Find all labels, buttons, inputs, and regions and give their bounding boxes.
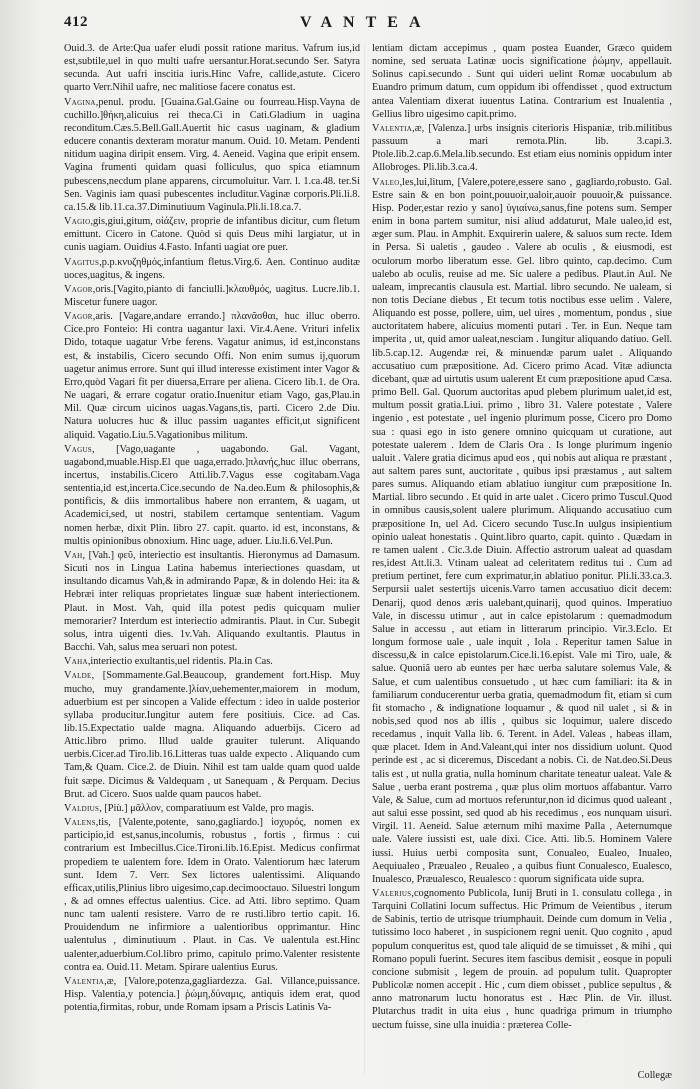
entry-text: ,p.p.κνυζηθμός,infantium fletus.Virg.6. Aen. Continuo auditæ uoces,uagitus, & ingens.: [64, 256, 360, 281]
entry-lemma: Vagina: [64, 96, 96, 108]
entry-text: , [Vah.] φεῦ, interiectio est insultantis. Hieronymus ad Damasum. Sicuti nos in Lingua Latina habemus interiectiones quasdam, ut insultando dicamus Vah,& in admirando Papæ, & in dolendo Hei: ita & Hebræi inter reliquas proprietates linguæ suæ habent interiectionem. Plaut. in Most. Vah, quid illa potest pedis quicquam mulier memorarier? Interdum est interiectio admirantis. Plaut. in Cur. Subegit solus, intra uigenti dies. 1v.Vah. Aliquando exultantis. Plautus in Bacchi. Vah, salus mea seruari non potest.: [64, 549, 360, 654]
entry-lemma: Vah: [64, 549, 83, 561]
entry-lemma: Vagitus: [64, 256, 100, 268]
entry-text: ,interiectio exultantis,uel ridentis. Pla.in Cas.: [87, 656, 273, 668]
dictionary-entry: [372, 887, 672, 1032]
entry-lemma: Valentia: [64, 975, 105, 987]
dictionary-entry: [64, 256, 360, 282]
dictionary-entry: [372, 122, 672, 175]
entry-lemma: Valeo: [372, 176, 400, 188]
entry-lemma: Vagus: [64, 443, 92, 455]
entry-lemma: Vaha: [64, 656, 88, 668]
entry-text: ,æ, [Valenza.] urbs insignis citerioris Hispaniæ, trib.militibus passuum a mari remota.Plin. lib. 3.capi.3. Ptole.lib.2.cap.6.Mela.lib.secundo. Est etiam eius nominis oppidum inter Allobroges. Pli.lib.3.ca.4.: [372, 122, 672, 174]
dictionary-entry: [64, 443, 360, 548]
catchword: Collegæ: [637, 1070, 672, 1081]
entry-text: ,aris. [Vagare,andare errando.] πλανᾶσθαι, huc illuc oberro. Cice.pro Fonteio: Hi contra uagantur laxi. Vir.4.Aene. Vrituri infelix Dido, totaque uagatur Vrbe ferens. Vagatur animus, id est,inconstans est, & instabilis, Cicero secundo Offi. Non enim sumus ij,quorum uagetur animus errore. Sunt qui illud interesse existiment inter Vagor & Erro,quòd Vagari fit per diuersa,Errare per aliena. Cicero lib.1. de Ora. Ne uagari, & errare cogatur oratio.Inuenitur etiam Vago, gas,Plau.in Mil. Quæ circum uicinos uagas.Vagans,tis, parti. Cicero 2.de Diu. Natura uolucres huc & illuc passim uagantes efficit,ut significent aliquid. Vagatio.Liu.5.Vagationibus militum.: [64, 311, 360, 441]
left-column: [64, 42, 360, 1082]
dictionary-entry: [64, 802, 360, 815]
entry-lemma: Valens: [64, 817, 96, 829]
dictionary-entry: [64, 549, 360, 654]
dictionary-entry: [64, 283, 360, 309]
entry-text: lentiam dictam accepimus , quam postea Euander, Græco quidem nomine, sed seruata Latinæ uocis significatione ῥώμην, appellauit. Solinus capi.secundo . Sunt qui uideri uelint Romæ uocabulum ab Euandro primum datum, cum oppidum ibi offendisset , quod extructum antea Valentiam dixerat iuuentus Latina. Contrarium est Inualentia , Gellius libro uigesimo capit.primo.: [372, 43, 672, 120]
entry-text: , [Vago,uagante , uagabondo. Gal. Vagant, uagabond,muable.Hisp.El que uaga,errado.]πλανής,huc illuc oberrans, incertus, instabilis.Cicero Atti.lib.7.Vagus esse cogitabam.Vaga sententia,id est,incerta.Cice.secundo de Na.deo.Eum & philosophis,& pontificis, & diis immortalibus habere non errantem, & uagam, ut Academici,sed, ut nostri, stabilem certamque sententiam. Vagum nomen herbæ, dixit Plin. libro 27. capit. quarto. id est, inconstans, & multis opinionibus obnoxium. Hinc uage, aduer. Liu.li.6.Vel.Pun.: [64, 443, 360, 547]
entry-lemma: Valerius: [372, 888, 412, 899]
entry-text: ,penul. produ. [Guaina.Gal.Gaine ou fourreau.Hisp.Vayna de cuchillo.]θήκη,alicuius rei theca.Ci in Cati.Gladium in uagina reconditum.Cæs.5.Bell.Gall.Auertit hic casus uaginam, & gladium educere conantis dexteram moratur manum. Ouid. 10. Metam. Pendenti nitidum uagina diripit ensem. Virg. 4. Aeneid. Vagina que eripit ensem. Vagina frumenti quidam quasi folliculus, quo spica etiamnum pubescens,necdum plane apparens, circumoluitur. Varr. l. 1.ca.48. ter.Si Sen. Vaginis iam quasi pubescentes includitur.Vaginæ corporis.Pli.li.8. ca.15.& lib.11.ca.37.Diminutiuum Vaginula.Pli.li.18.ca.7.: [64, 96, 360, 213]
dictionary-entry: [64, 975, 360, 1014]
running-head: [0, 14, 700, 36]
dictionary-entry: [64, 669, 360, 801]
entry-text: ,gis,giui,gitum, οἰάζειν, proprie de infantibus dicitur, cum fletum emittunt. Cicero in Catone. Quòd si quis Deus mihi largiatur, ut in cunis uagiam. Ouidius 4.Fasto. Infanti uagiat ore puer.: [64, 216, 360, 254]
dictionary-entry: [64, 96, 360, 214]
entry-text: , [Più.] μᾶλλον, comparatiuum est Valde, pro magis.: [99, 802, 314, 814]
dictionary-entry: [64, 310, 360, 442]
entry-text: Ouid.3. de Arte:Qua uafer eludi possit ratione maritus. Vafrum ius,id est,subtile,uel in quo multi uafre uersantur.Horat.secundo Ser. Satyra secunda. Aut uafri inscitia iuris.Hinc Vafre, callide,astute. Cicero quarto Verr.Nihil uafre, nec malitiose facere conatus est.: [64, 43, 360, 94]
entry-lemma: Valde: [64, 670, 92, 682]
dictionary-entry: [64, 215, 360, 254]
entry-lemma: Valdius: [64, 802, 100, 814]
dictionary-entry: [64, 816, 360, 974]
entry-text: ,tis, [Valente,potente, sano,gagliardo.] ἰσχυρός, nomen ex participio,id est,sanus,incolumis, robustus , fortis , firmus : cui contrarium est Imbecillus.Cice.Tironi.lib.16.Epist. Medicus confirmat propediem te ualentem fore. Idem in Orato. Valentiorum hæc laterum sunt. Idem 7. Verr. Sex lictores ualentissimi. Aliquando efficax,utilis,Plinius libro uigesimo,cap.decimooctauo. Siluestri longum , & ad omnes effectus ualentius. Cice. ad Atti. libro septimo. Quam nunc tam ualenti resistere. Varro de re rusti.libro tertio capit. 16. Prouidendum ne infirmiore a ualentioribus opprimantur. Hinc ualentulus , diminutiuum . Plaut. in Cas. Ve ualentula est.Hinc ualenter,aduerbium.Col.libro primo, capitulo primo.Valenter resistente contra ea. Ouid.11. Metam. Spirare ualentius Eurus.: [64, 817, 360, 973]
entry-text: , [Sommamente.Gal.Beaucoup, grandement fort.Hisp. Muy mucho, muy grandamente.]λίαν,uehementer,maiorem in modum, aduerbium est per sincopen a Valide effectum : ideo in ualde posterior syllaba producitur.Iungitur autem fere positiuis. Cice. ad Cas. lib.15.Expectatio ualde magna. Aliquando aduerbijs. Cicero ad Attic.libro primo. Illud ualde grauiter tulerunt. Aliquando uerbis.Cicer.ad Tiro.lib.16.Litteras tuas ualde expecto . Aliquando cum Tam,& Quam. Cice.2. de Diuin. Nihil est tam ualde quam quod ualde fuit sæpe. Dicimus & Valdequam , ut Sanequam , & Perquam. Decius Brut. ad Cicero. Suos ualde quam paucos habet.: [64, 670, 360, 800]
entry-lemma: Vagio: [64, 216, 91, 228]
right-column: [372, 42, 672, 1082]
entry-lemma: Vagor: [64, 311, 93, 323]
entry-text: ,les,lui,litum, [Valere,potere,essere sano , gagliardo,robusto. Gal. Estre sain & en bon point,pouuoir,ualoir,auoir pouuoir,& puissance. Hisp. Poder,estar rezio y sano] ὑγιαίνω,sanus,fine potens sum. Semper enim in bona partem sumitur, nisi aliud addaturut, Male ualeo,id est, æger sum. Plau. in Amphit. Exquirerin ualere, & saluos sum recte. Idem in Persa. Si ualetis , gaudeo . Valere ab oculis , & eiusmodi, est oculorum morbo liberatum esse. Gel. libro quinto, cap.decimo. Cum ualebo ab oculis, reuise ad me. Sic ualere a pedibus. Plaut.in Aul. Ne ualeam, imprecantis clausula est. Martial. libro secundo. Ne ualeam, si non totis Deciane diebus , Et tecum totis noctibus esse uelim . Valere, Aliquando est posse, pollere, uim, uel uires , momentum, pondus , siue auctoritatem habere, alicuius momenti putari . Ter. in Eun. Neque tam imperita , ut, quid amor ualeat,nesciam . Iungitur aliquando datiuo. Gell. lib.5.cap.12. Augendæ rei, & minuendæ parum ualet . Aliquando accusatiuo cum præpositione. Ad. Cicero primo Acad. Vitæ adiuncta dicebant, quæ ad uirtutis usum ualerent Et cum præpositione apud Cæsa. primo Bell. Gal. Quorum auctoritas apud plebem plurimum ualet,id est, multum possit gratia.Liui. primo , libro 31. Valere potestate , Valere ingenio , est potestate , uel ingenio plurimum posse, Cicero pro Domo sua : quasi ego in isto genere omnino quicquam ut curatione, aut potestate ualerem . Idem de Claris Ora . Is longe plurimum ingenio ualuit . Valere gratia dicimus apud eos , qui nobis aut aliqua re præstant , aut saltem pares sunt, auctoritate , quibus ipsi præstamus , aut saltem pares sumus. Aliquando etiam ablatiuo iungitur cum præpositione In. Martial. libro secundo . Et quid in arte ualet . Cicero primo Tuscul.Quod in omnibus causis,solent ualere plurimum. Aliquando accusatiuo cum præpositione In, uel Ad. Cicero secundo Tusc.In uulgus insipientium opinio ualeat honestatis . Quint.libro quarto, capit. quinto . Quædam in re tamen ualent . Cic.3.de Diuin. Affectio astrorum ualeat ad quasdam res,idest Att.li.3. Vtinam ualeat ad celeritatem reditus tui . Cum ad pretium pertinet, fere cum exprimatur,in ablatiuo ponitur. Pli.li.33.ca.3. Serpursii ualet sestertijs uicenis.Varro tamen accusatiuo dicit decem: Denarij, quod denos æris ualebant,quinarij, quod quinos. Imperatiuo Vale, in discessu utimur , aut in calce epistolarum : quemadmodum Salue in accessu , aut etiam in litterarum principio. Vir.3.Eclo. Et longum formose uale , uale inquit , Iola . Reperitur tamen Salue in discessu,& in calce epistolarum.Cice.li.16.epist. Vale mi Tiro, uale, & salue. Quoniã uero ab euntes per hæc uerba salutare solemus Vale, & Salue, et cum ualentibus consuetudo , ut hæc cum familiari: ita & in familiarum conducerentur uerba gratia, quemadmodum fit, etiam si cum fit stomacho , & indignatione loquamur , & quod nil ualet , si & in nobis,sed quod nos ab illis , quibus sic loquimur, ualere discedo recedamus , inquit Valla lib. 6. Terent. in Adel. Valeas , habeas illam, quæ placet. Idem in And.Valeant,qui inter nos dissidium uolunt. Quod perinde est , ac si diceremus, Discedant a nobis. Ci. de Nat.deo.Si.Deus talis est , ut nulla gratia, nulla hominum charitate teneatur ualeat. Vale & Salue , uerba erant postrema , quæ plus olim mortuos affabantur. Varro Vale, & Salue, cum ad mortuos referuntur,non id dicimus quod ualeant , aut salui esse possint, sed quod ab his recedimus , eos nunquam uisuri. Virgil. 11. Aeneid. Salue æternum mihi maxime Palla , Aeternumque uale. Valere iussisti est, uale dixi. Cice. Atti. lib.5. Hominem Valere iussi. Huius uerbi composita sunt, Conualeo, Eualeo, Inualeo, Aequiualeo , Præualeo , Reualeo , a quibus fiunt Conualesco, Eualesco, Inualesco, Præualesco, Reualesco : quorum significata uide supra.: [372, 176, 672, 885]
column-gutter: [364, 44, 365, 1074]
entry-lemma: Vagor: [64, 283, 93, 295]
page-number: 412: [64, 14, 88, 30]
entry-text: ,oris.[Vagito,pianto di fanciulli.]κλαυθμός, uagitus. Lucre.lib.1. Miscetur funere uagor.: [64, 283, 360, 308]
running-headword: VANTEA: [300, 14, 432, 31]
entry-lemma: Valentia: [372, 122, 413, 134]
entry-text: ,cognomento Publicola, Iunij Bruti in 1. consulatu collega , in Tarquini Collatini locum suffectus. Hic Primum de Veientibus , iterum de Sabinis, tertio de utrisque triumphauit. Deinde cum domum in Velia , tutissimo loco haberet , in suspicionem regni uenit. Quo cognito , apud populum conqueritus est, quod tale aliquid de se timuisset , & mihi , qui Romano populi fuerint. Secures item fascibus demisit , eosque in populi concione submisit , legem de prouin. ad populum tulit. Quapropter Publicolæ nomen accepit . Hic , cum diem obisset , publice sepultus , & anno matronarum luctu honoratus est . Hæc Plin. de Vir. illust. Plutarchus tradit in uita eius , hunc quadriga primum in triumpho uectum fuisse, sine ulla inuidia : præterea Colle-: [372, 888, 672, 1031]
entry-text: ,æ, [Valore,potenza,gagliardezza. Gal. Villance,puissance. Hisp. Valentia,y potencia.] ῥώμη,δύναμις, antiquis idem erat, quod potentia,firmitas, robur, unde Romam ipsam a Priscis Latinis Va-: [64, 975, 360, 1014]
dictionary-entry: [64, 655, 360, 668]
dictionary-entry: [64, 42, 360, 95]
dictionary-entry: [372, 42, 672, 121]
dictionary-entry: [372, 176, 672, 886]
